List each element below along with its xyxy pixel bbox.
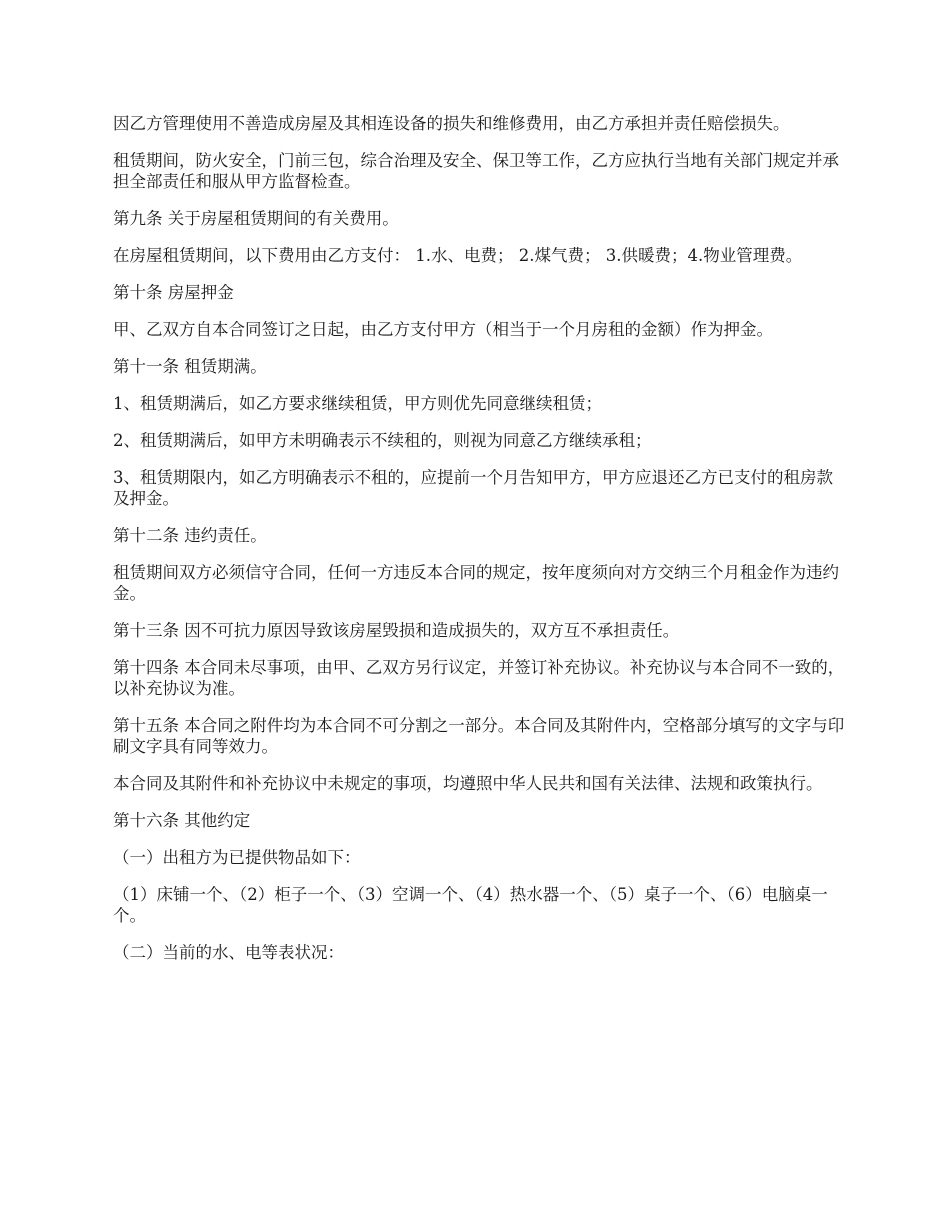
article-11-heading: 第十一条 租赁期满。 <box>113 357 267 376</box>
article-16-heading: 第十六条 其他约定 <box>113 811 251 830</box>
paragraph-deposit: 甲、乙双方自本合同签订之日起，由乙方支付甲方（相当于一个月房租的金额）作为押金。 <box>113 320 773 339</box>
article-15-paragraph: 第十五条 本合同之附件均为本合同不可分割之一部分。本合同及其附件内，空格部分填写的文字与印刷文字具有同等效力。 <box>113 716 845 756</box>
paragraph-fees-list: 在房屋租赁期间，以下费用由乙方支付： 1.水、电费； 2.煤气费； 3.供暖费；4.物业管理费。 <box>113 246 803 265</box>
article-13-paragraph: 第十三条 因不可抗力原因导致该房屋毁损和造成损失的，双方互不承担责任。 <box>113 621 680 640</box>
paragraph-renewal-2: 2、租赁期满后，如甲方未明确表示不续租的，则视为同意乙方继续承租； <box>113 431 652 450</box>
paragraph-governing-law: 本合同及其附件和补充协议中未规定的事项，均遵照中华人民共和国有关法律、法规和政策执行。 <box>113 774 823 793</box>
paragraph-breach-penalty: 租赁期间双方必须信守合同，任何一方违反本合同的规定，按年度须向对方交纳三个月租金作为违约金。 <box>113 563 839 603</box>
paragraph-renewal-1: 1、租赁期满后，如乙方要求继续租赁，甲方则优先同意继续租赁； <box>113 394 602 413</box>
article-12-heading: 第十二条 违约责任。 <box>113 526 267 545</box>
paragraph-renewal-3: 3、租赁期限内，如乙方明确表示不租的，应提前一个月告知甲方，甲方应退还乙方已支付的租房款及押金。 <box>113 468 833 508</box>
paragraph-provided-items-heading: （一）出租方为已提供物品如下： <box>113 848 361 867</box>
article-14-paragraph: 第十四条 本合同未尽事项，由甲、乙双方另行议定，并签订补充协议。补充协议与本合同不一致的，以补充协议为准。 <box>113 658 845 698</box>
paragraph-damage-liability: 因乙方管理使用不善造成房屋及其相连设备的损失和维修费用，由乙方承担并责任赔偿损失。 <box>113 114 790 133</box>
article-9-heading: 第九条 关于房屋租赁期间的有关费用。 <box>113 209 399 228</box>
article-10-heading: 第十条 房屋押金 <box>113 283 234 302</box>
paragraph-provided-items-list: （1）床铺一个、（2）柜子一个、（3）空调一个、（4）热水器一个、（5）桌子一个、（6）电脑桌一个。 <box>113 885 828 925</box>
document-page <box>113 113 848 979</box>
paragraph-meter-status: （二）当前的水、电等表状况： <box>113 943 344 962</box>
paragraph-safety-duties: 租赁期间，防火安全，门前三包，综合治理及安全、保卫等工作，乙方应执行当地有关部门规定并承担全部责任和服从甲方监督检查。 <box>113 151 839 191</box>
